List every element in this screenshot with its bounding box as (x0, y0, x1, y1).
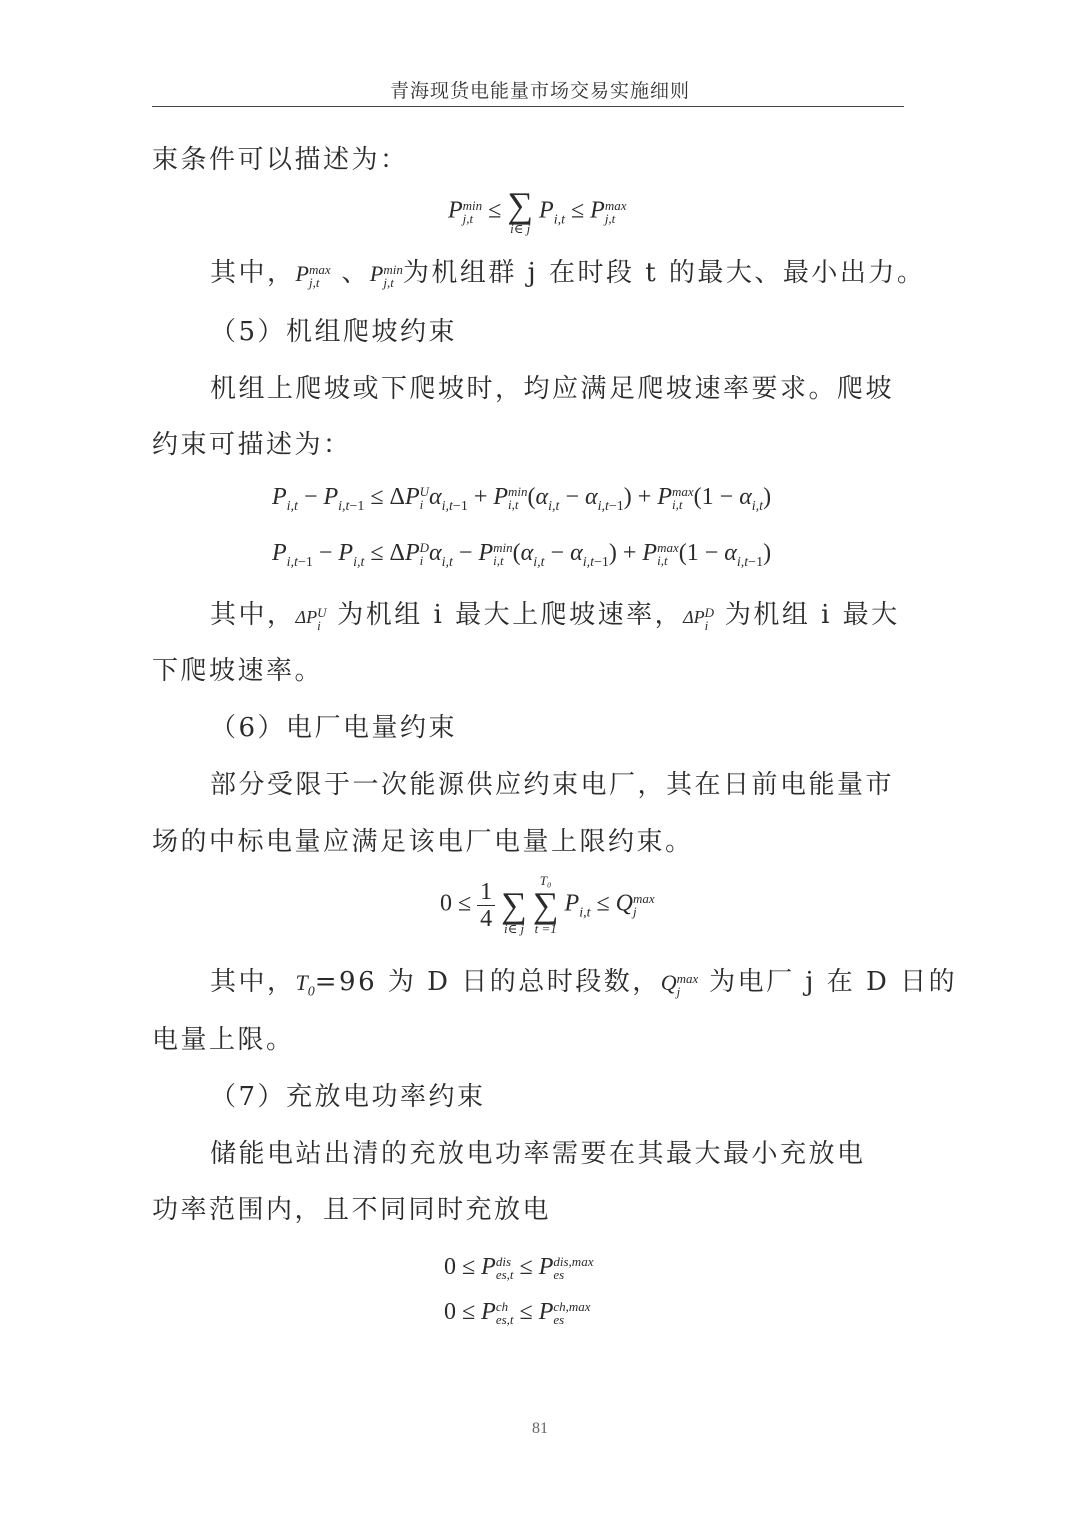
paragraph-line: 储能电站出清的充放电功率需要在其最大最小充放电 (210, 1139, 866, 1169)
equation-ramp-up: $P_{i,t} - P_{i,t-1} \le \Delta P$ U i $\alpha_{i,t-1} + P$ min i,t $(\alpha_{i,t} - \alpha_{i,t-1}) + P$ max i,t $(1 - \alpha_{i,t})$ (272, 484, 772, 514)
section-heading-7: （7）充放电功率约束 (210, 1082, 486, 1112)
paragraph-line: 束条件可以描述为： (152, 145, 409, 175)
equation-ramp-down: $P_{i,t-1} - P_{i,t} \le \Delta P$ D i $\alpha_{i,t} - P$ min i,t $(\alpha_{i,t} - \alpha_{i,t-1}) + P$ max i,t $(1 - \alpha_{i,t-1})$ (272, 540, 772, 570)
section-heading-6: （6）电厂电量约束 (210, 713, 458, 743)
paragraph-line: 下爬坡速率。 (152, 656, 324, 686)
inline-math: $T_0$ (295, 970, 315, 1000)
text-segment: =96 为 D 日的总时段数， (314, 967, 661, 997)
inline-math: ΔP U i (295, 604, 327, 633)
equation-energy-limit: 0 ≤ $\frac{1}{4}$ ∑ i∈ j T₀ ∑ t =1 $P_{i,t} \le Q$ max j (440, 873, 655, 936)
paragraph-line: 其中，P max j,t 、P min j,t 为机组群 j 在时段 t 的最大、最小出力。 (210, 258, 926, 290)
text-segment: 其中， (210, 258, 296, 288)
header-divider (152, 106, 904, 107)
text-segment: 其中， (210, 600, 296, 630)
text-segment: 为机组群 j 在时段 t 的最大、最小出力。 (402, 258, 926, 288)
inline-math: ΔP D i (683, 604, 715, 633)
text-segment: 为机组 i 最大 (724, 600, 900, 630)
equation-charge-limit: 0 ≤ P ch es,t ≤ P ch,max es (444, 1299, 591, 1328)
page-number: 81 (532, 1420, 548, 1437)
paragraph-line: 场的中标电量应满足该电厂电量上限约束。 (152, 827, 694, 857)
equation-discharge-limit: 0 ≤ P dis es,t ≤ P dis,max es (444, 1254, 594, 1283)
paragraph-line: 机组上爬坡或下爬坡时，均应满足爬坡速率要求。爬坡 (210, 374, 895, 404)
inline-math: Q max j (660, 970, 699, 999)
paragraph-line (210, 965, 957, 1009)
equation-group-output-limit: P min j,t ≤ ∑ i∈ j $P_{i,t} \le P$ max j,t (448, 185, 627, 236)
paragraph-line: 约束可描述为： (152, 430, 352, 460)
paragraph-line: 功率范围内，且不同同时充放电 (152, 1195, 552, 1225)
inline-math: P max j,t (295, 261, 331, 290)
section-heading-5: （5）机组爬坡约束 (210, 317, 458, 347)
text-segment: 为机组 i 最大上爬坡速率， (337, 600, 684, 630)
text-segment: 为电厂 j 在 D 日的 (709, 967, 958, 997)
inline-math: P min j,t (369, 261, 403, 290)
text-segment: 其中， (210, 967, 296, 997)
paragraph-line: 部分受限于一次能源供应约束电厂，其在日前电能量市 (210, 770, 895, 800)
paragraph-line (210, 598, 900, 634)
page-header-title: 青海现货电能量市场交易实施细则 (389, 80, 690, 102)
paragraph-line: 电量上限。 (152, 1025, 295, 1055)
